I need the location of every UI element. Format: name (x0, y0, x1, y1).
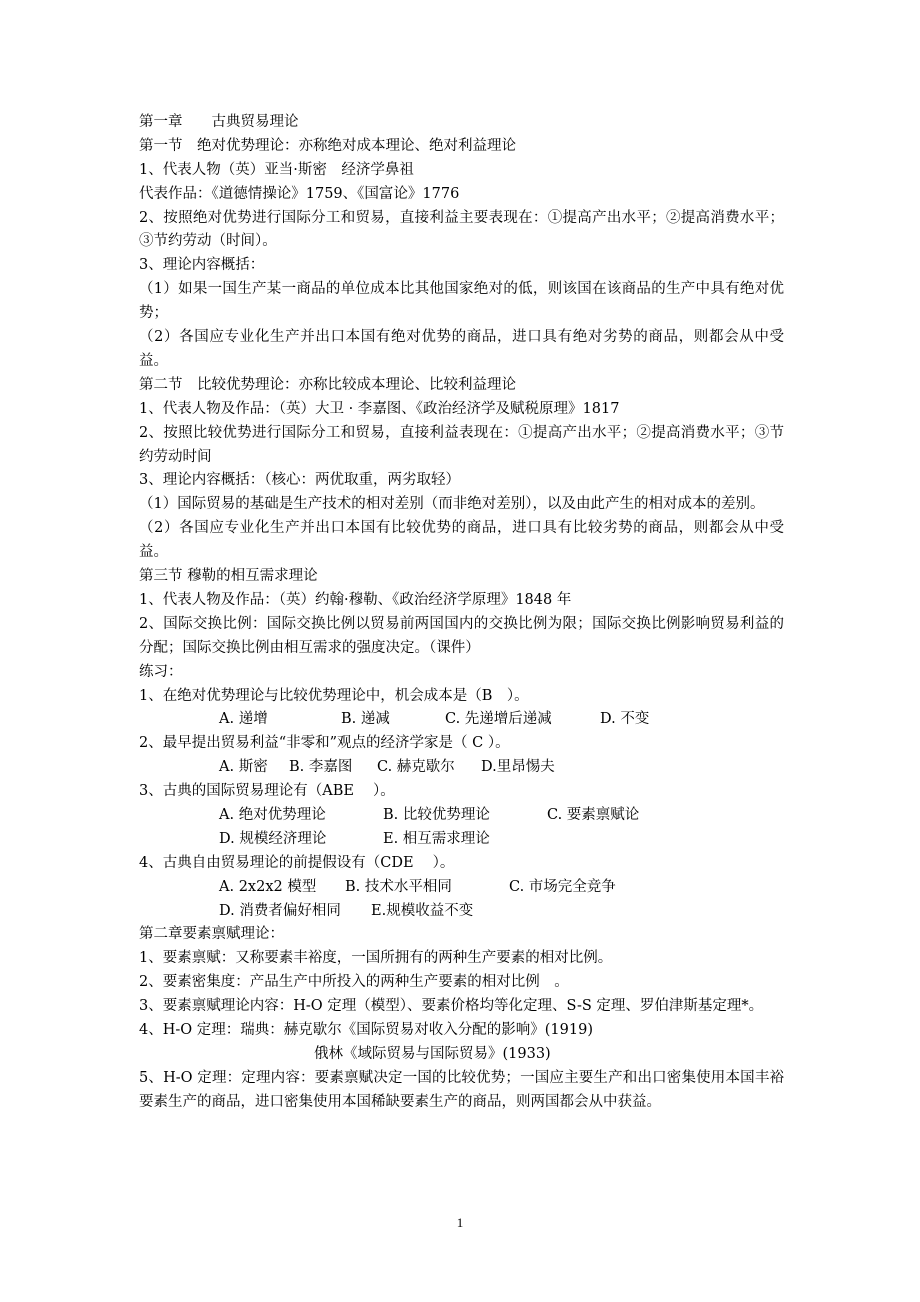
chapter-1-heading: 第一章 古典贸易理论 (139, 114, 299, 130)
question-3-options-row1 (139, 804, 784, 828)
option-d: D. 消费者偏好相同 (219, 902, 341, 919)
paragraph: 代表作品：《道德情操论》1759、《国富论》1776 (139, 185, 460, 202)
paragraph: （2）各国应专业化生产并出口本国有绝对优势的商品，进口具有绝对劣势的商品，则都会从中受益。 (139, 329, 784, 369)
option-d: D. 不变 (600, 711, 650, 728)
question-3-options-row2 (139, 828, 784, 852)
option-c: C. 市场完全竞争 (509, 878, 616, 895)
option-b: B. 李嘉图 (289, 759, 353, 776)
question-3: 3、古典的国际贸易理论有（ABE ）。 (139, 783, 395, 800)
paragraph: 1、要素禀赋：又称要素丰裕度，一国所拥有的两种生产要素的相对比例。 (139, 950, 613, 967)
paragraph: （1）如果一国生产某一商品的单位成本比其他国家绝对的低，则该国在该商品的生产中具有绝对优势； (139, 281, 784, 322)
option-e: E. 相互需求理论 (383, 830, 490, 847)
section-3-heading: 第三节 穆勒的相互需求理论 (139, 568, 318, 585)
option-b: B. 比较优势理论 (383, 807, 490, 824)
option-a: A. 2x2x2 模型 (219, 878, 317, 895)
option-b: B. 递减 (341, 711, 390, 728)
question-1-options (139, 708, 784, 732)
exercise-heading: 练习： (139, 663, 183, 680)
question-4-options-row1 (139, 876, 784, 900)
option-a: A. 斯密 (219, 759, 268, 776)
option-d: D. 规模经济理论 (219, 830, 327, 847)
question-2: 2、最早提出贸易利益“非零和”观点的经济学家是（ C ）。 (139, 735, 510, 752)
paragraph: 俄林《域际贸易与国际贸易》(1933) (314, 1045, 551, 1062)
option-c: C. 赫克歇尔 (377, 759, 455, 776)
option-b: B. 技术水平相同 (345, 878, 452, 895)
option-a: A. 递增 (219, 711, 268, 728)
section-2-heading: 第二节 比较优势理论：亦称比较成本理论、比较利益理论 (139, 376, 516, 393)
page-number: 1 (456, 1215, 464, 1230)
document-body (139, 111, 784, 1115)
paragraph: 2、要素密集度：产品生产中所投入的两种生产要素的相对比例 。 (139, 974, 569, 991)
paragraph: 2、按照绝对优势进行国际分工和贸易，直接利益主要表现在：①提高产出水平；②提高消费水平；③节约劳动（时间）。 (139, 209, 784, 250)
paragraph: 3、要素禀赋理论内容：H-O 定理（模型）、要素价格均等化定理、S-S 定理、罗伯津斯基定理*。 (139, 998, 764, 1015)
paragraph: 5、H-O 定理：定理内容：要素禀赋决定一国的比较优势；一国应主要生产和出口密集使用本国丰裕要素生产的商品，进口密集使用本国稀缺要素生产的商品，则两国都会从中获益。 (139, 1069, 784, 1110)
option-e: E.规模收益不变 (371, 902, 474, 919)
paragraph: 4、H-O 定理：瑞典：赫克歇尔《国际贸易对收入分配的影响》(1919) (139, 1022, 593, 1039)
option-c: C. 先递增后递减 (445, 711, 552, 728)
option-a: A. 绝对优势理论 (219, 807, 326, 824)
paragraph: 2、按照比较优势进行国际分工和贸易，直接利益表现在：①提高产出水平；②提高消费水平；③节约劳动时间 (139, 424, 784, 465)
paragraph: 3、理论内容概括： (139, 257, 265, 274)
paragraph: 1、代表人物及作品：（英）大卫 · 李嘉图、《政治经济学及赋税原理》1817 (139, 400, 620, 417)
section-1-heading: 第一节 绝对优势理论：亦称绝对成本理论、绝对利益理论 (139, 137, 516, 154)
paragraph: （1）国际贸易的基础是生产技术的相对差别（而非绝对差别），以及由此产生的相对成本的差别。 (139, 496, 765, 513)
paragraph: 3、理论内容概括：（核心：两优取重，两劣取轻） (139, 472, 460, 489)
paragraph: （2）各国应专业化生产并出口本国有比较优势的商品，进口具有比较劣势的商品，则都会从中受益。 (139, 520, 784, 561)
question-2-options (139, 756, 784, 780)
option-c: C. 要素禀赋论 (547, 807, 640, 824)
question-4: 4、古典自由贸易理论的前提假设有（CDE ）。 (139, 854, 455, 871)
question-1: 1、在绝对优势理论与比较优势理论中，机会成本是（B ）。 (139, 687, 529, 704)
paragraph: 1、代表人物（英）亚当·斯密 经济学鼻祖 (139, 161, 414, 178)
paragraph: 2、国际交换比例：国际交换比例以贸易前两国国内的交换比例为限；国际交换比例影响贸易利益的分配；国际交换比例由相互需求的强度决定。（课件） (139, 615, 784, 656)
paragraph: 1、代表人物及作品：（英）约翰·穆勒、《政治经济学原理》1848 年 (139, 591, 572, 608)
question-4-options-row2 (139, 900, 784, 924)
chapter-2-heading: 第二章要素禀赋理论： (139, 926, 284, 943)
option-d: D.里昂惕夫 (481, 759, 555, 776)
